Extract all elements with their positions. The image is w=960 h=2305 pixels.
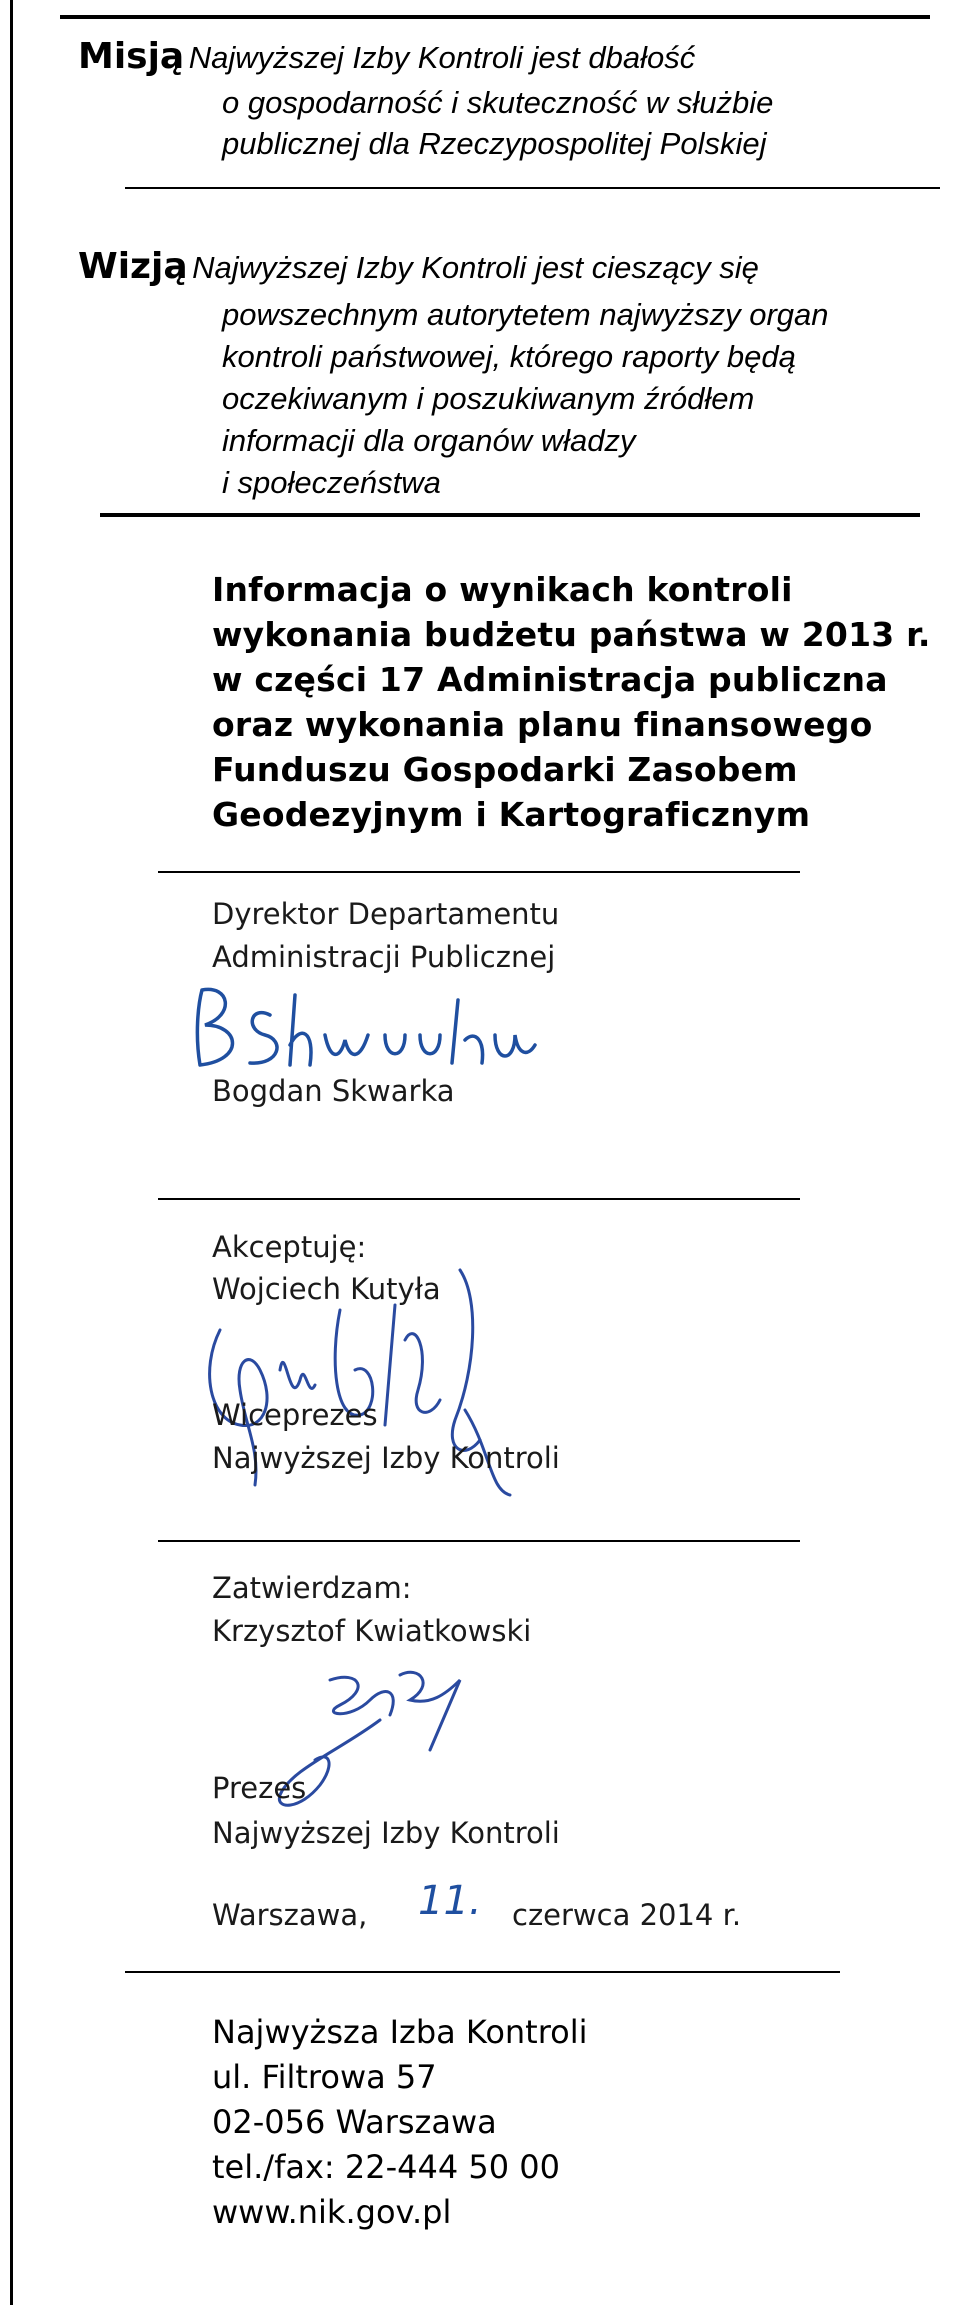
vice-name: Wojciech Kutyła — [212, 1272, 441, 1306]
report-title — [212, 567, 931, 837]
president-role: Najwyższej Izby Kontroli — [212, 1816, 560, 1850]
vision-line: kontroli państwowej, którego raporty będą — [222, 339, 796, 374]
mission-block — [78, 36, 695, 79]
address-line: 02-056 Warszawa — [212, 2103, 497, 2141]
title-line: oraz wykonania planu finansowego — [212, 705, 873, 744]
title-line: wykonania budżetu państwa w 2013 r. — [212, 615, 931, 654]
president-role: Prezes — [212, 1771, 307, 1805]
address-line: tel./fax: 22-444 50 00 — [212, 2148, 560, 2186]
accept-label: Akceptuję: — [212, 1230, 367, 1264]
divider — [158, 1540, 800, 1542]
address-line: ul. Filtrowa 57 — [212, 2058, 437, 2096]
top-rule — [60, 15, 930, 19]
vision-lead: Wizją — [78, 246, 188, 287]
mission-line: publicznej dla Rzeczypospolitej Polskiej — [222, 126, 767, 161]
approve-label: Zatwierdzam: — [212, 1571, 412, 1605]
divider — [158, 871, 800, 873]
vision-block — [78, 246, 759, 289]
vision-line: i społeczeństwa — [222, 465, 441, 500]
title-line: Informacja o wynikach kontroli — [212, 570, 793, 609]
mission-lead: Misją — [78, 36, 185, 77]
vision-line: oczekiwanym i poszukiwanym źródłem — [222, 381, 755, 416]
address-line: www.nik.gov.pl — [212, 2193, 452, 2231]
divider-thick — [100, 513, 920, 517]
vice-role: Najwyższej Izby Kontroli — [212, 1441, 560, 1475]
president-name: Krzysztof Kwiatkowski — [212, 1614, 532, 1648]
director-name: Bogdan Skwarka — [212, 1074, 455, 1108]
vision-line: Najwyższej Izby Kontroli jest cieszący się — [192, 250, 759, 285]
vision-line: powszechnym autorytetem najwyższy organ — [222, 297, 829, 332]
mission-line: o gospodarność i skuteczność w służbie — [222, 85, 774, 120]
director-role: Administracji Publicznej — [212, 940, 556, 974]
date-month-year: czerwca 2014 r. — [512, 1898, 742, 1932]
date-day: 11. — [418, 1878, 482, 1924]
divider — [158, 1198, 800, 1200]
title-line: w części 17 Administracja publiczna — [212, 660, 888, 699]
date-place: Warszawa, — [212, 1898, 368, 1932]
title-line: Geodezyjnym i Kartograficznym — [212, 795, 811, 834]
divider — [125, 1971, 840, 1973]
left-border-line — [10, 0, 13, 2305]
title-line: Funduszu Gospodarki Zasobem — [212, 750, 798, 789]
mission-line: Najwyższej Izby Kontroli jest dbałość — [188, 40, 696, 75]
address-block — [212, 2010, 588, 2235]
vice-role: Wiceprezes — [212, 1398, 378, 1432]
divider — [125, 187, 940, 189]
vision-line: informacji dla organów władzy — [222, 423, 636, 458]
director-signature — [190, 985, 540, 1075]
address-line: Najwyższa Izba Kontroli — [212, 2013, 588, 2051]
director-role: Dyrektor Departamentu — [212, 897, 560, 931]
